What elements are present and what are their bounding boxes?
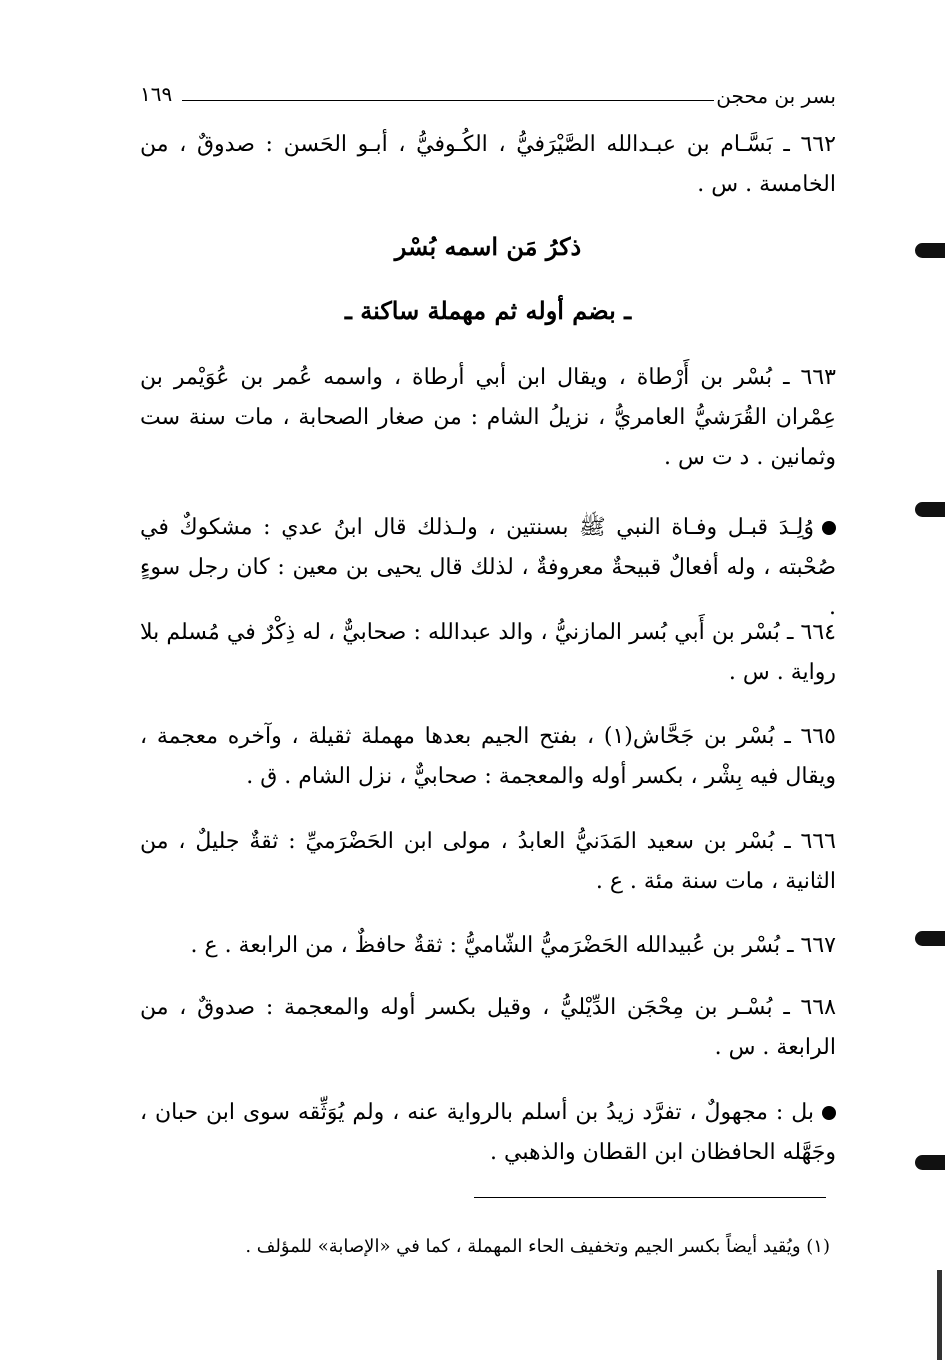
section-heading: ذكرُ مَن اسمه بُسْر xyxy=(394,232,582,261)
comment-text: وُلِـدَ قبـل وفـاة النبي ﷺ بسنتين ، ولـذلك قال ابنُ عدي : مشكوكٌ في صُحْبته ، وله أفعالٌ قبيحةٌ معروفةٌ ، لذلك قال يحيى بن معين : كان رجل سوءٍ . xyxy=(140,515,836,620)
entry-662: ٦٦٢ ـ بَسَّـام بن عبـدالله الصَّيْرَفيُّ ، الكُـوفيُّ ، أبـو الحَسن : صدوقٌ ، من الخامسة . س . xyxy=(140,132,836,197)
section-subheading: ـ بضم أوله ثم مهملة ساكنة ـ xyxy=(344,296,632,325)
bullet-icon xyxy=(822,521,836,535)
bullet-icon xyxy=(822,1106,836,1120)
entry-668: ٦٦٨ ـ بُسْـر بن مِحْجَن الدِّيْليُّ ، وقيل بكسر أوله والمعجمة : صدوقٌ ، من الرابعة . س . xyxy=(140,995,836,1060)
comment-668 xyxy=(140,1093,836,1173)
header-rule xyxy=(182,100,714,101)
scan-edge-mark xyxy=(915,931,945,946)
footnote: (١) ويُقيد أيضاً بكسر الجيم وتخفيف الحاء المهملة ، كما في «الإصابة» للمؤلف . xyxy=(245,1236,830,1257)
scan-edge-mark xyxy=(915,243,945,258)
comment-text: بل : مجهولٌ ، تفرَّد زيدُ بن أسلم بالرواية عنه ، ولم يُوَثِّقه سوى ابن حبان ، وجَهَّله الحافظان ابن القطان والذهبي . xyxy=(140,1100,836,1165)
entry-667: ٦٦٧ ـ بُسْر بن عُبيدالله الحَضْرَميُّ الشّاميُّ : ثقةٌ حافظٌ ، من الرابعة . ع . xyxy=(190,933,836,958)
comment-663 xyxy=(140,508,836,628)
footnote-rule xyxy=(474,1197,826,1198)
page-number: ١٦٩ xyxy=(140,82,173,106)
scan-edge-mark xyxy=(915,502,945,517)
running-title: بسر بن محجن xyxy=(716,84,836,108)
running-header xyxy=(140,78,836,112)
entry-665: ٦٦٥ ـ بُسْر بن جَحَّاش(١) ، بفتح الجيم بعدها مهملة ثقيلة ، وآخره معجمة ، ويقال فيه بِشْر ، بكسر أوله والمعجمة : صحابيٌّ ، نزل الشام . ق . xyxy=(140,724,836,789)
entry-666: ٦٦٦ ـ بُسْر بن سعيد المَدَنيُّ العابدُ ، مولى ابن الحَضْرَميِّ : ثقةٌ جليلٌ ، من الثانية ، مات سنة مئة . ع . xyxy=(140,829,836,894)
entry-664: ٦٦٤ ـ بُسْر بن أَبي بُسر المازنيُّ ، والد عبدالله : صحابيٌّ ، له ذِكْرٌ في مُسلم بلا رواية . س . xyxy=(140,620,836,685)
entry-663: ٦٦٣ ـ بُسْر بن أَرْطاة ، ويقال ابن أبي أرطاة ، واسمه عُمر بن عُوَيْمر بن عِمْران القُرَشيُّ العامريُّ ، نزيلُ الشام : من صغار الصحابة ، مات سنة ست وثمانين . د ت س . xyxy=(140,365,836,470)
scan-edge-bar xyxy=(937,1270,942,1360)
scan-edge-mark xyxy=(915,1155,945,1170)
